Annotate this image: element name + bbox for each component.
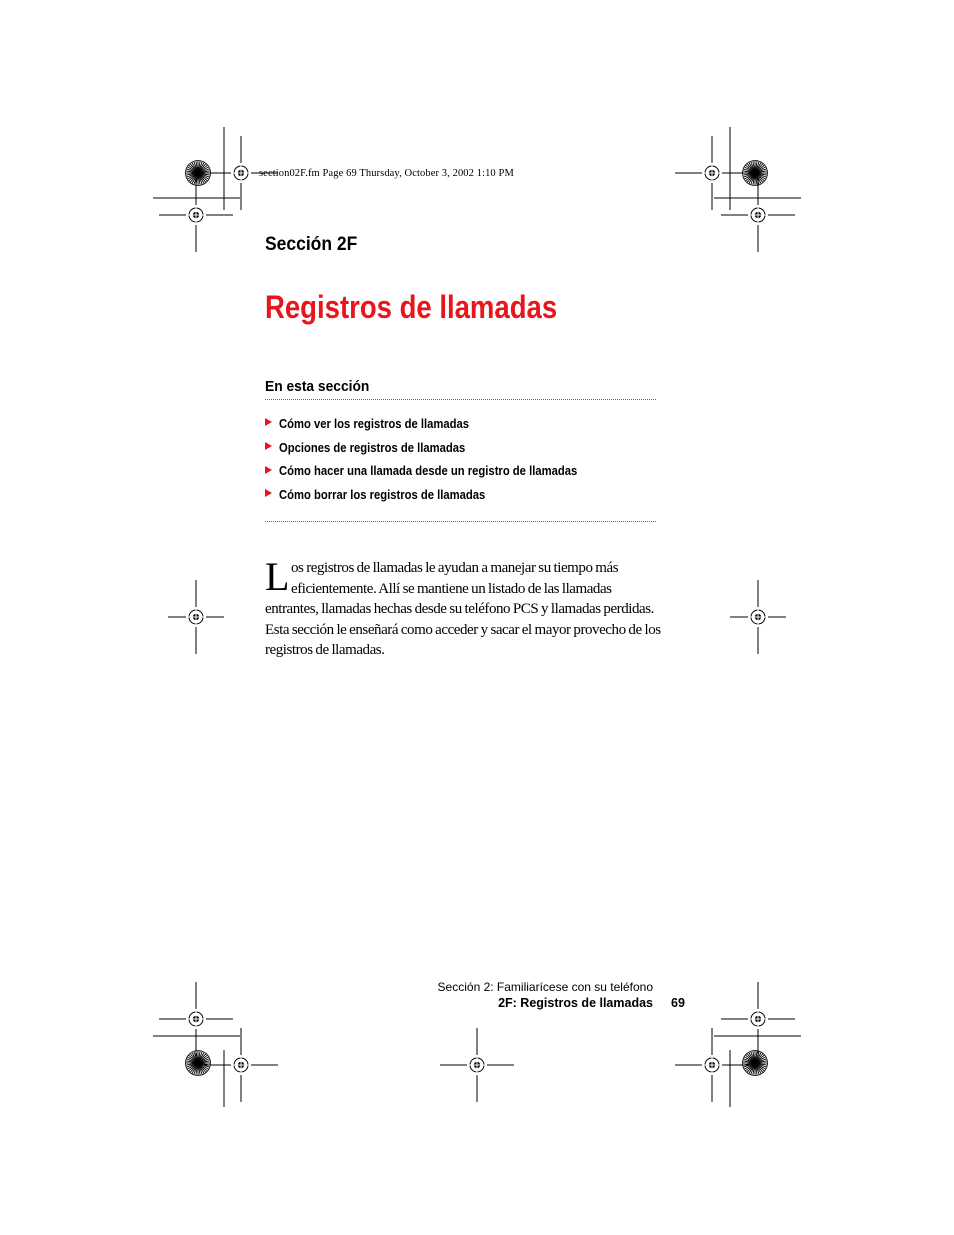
page-number: 69 bbox=[671, 996, 685, 1010]
toc-item[interactable] bbox=[265, 436, 610, 460]
toc-list bbox=[265, 412, 610, 507]
crosshair-circle-icon bbox=[748, 607, 768, 627]
triangle-right-icon bbox=[265, 466, 272, 474]
intro-text: os registros de llamadas le ayudan a manejar su tiempo más eficientemente. Allí se mantiene un listado de las llamadas entrantes, llamadas hechas desde su teléfono PCS y llamadas perdidas. Esta sección le enseñará como acceder y sacar el mayor provecho de los registros de llamadas. bbox=[265, 560, 661, 658]
toc-item[interactable] bbox=[265, 412, 610, 436]
toc-divider-top bbox=[265, 399, 656, 400]
toc-divider-bottom bbox=[265, 521, 656, 522]
crosshair-circle-icon bbox=[231, 163, 251, 183]
drop-cap: L bbox=[265, 554, 289, 599]
crosshair-circle-icon bbox=[467, 1055, 487, 1075]
toc-item-label: Cómo borrar los registros de llamadas bbox=[279, 487, 486, 502]
crosshair-circle-icon bbox=[186, 607, 206, 627]
starburst-icon bbox=[186, 1051, 211, 1076]
file-slug: section02F.fm Page 69 Thursday, October 3, 2002 1:10 PM bbox=[259, 168, 514, 179]
crosshair-circle-icon bbox=[702, 1055, 722, 1075]
crosshair-circle-icon bbox=[702, 163, 722, 183]
toc-item[interactable] bbox=[265, 459, 610, 483]
starburst-icon bbox=[743, 1051, 768, 1076]
toc-item-label: Cómo ver los registros de llamadas bbox=[279, 416, 470, 431]
footer-chapter: 2F: Registros de llamadas bbox=[498, 996, 653, 1010]
toc-item-label: Cómo hacer una llamada desde un registro de llamadas bbox=[279, 464, 578, 479]
triangle-right-icon bbox=[265, 489, 272, 497]
toc-item-label: Opciones de registros de llamadas bbox=[279, 440, 466, 455]
crosshair-circle-icon bbox=[748, 1009, 768, 1029]
triangle-right-icon bbox=[265, 442, 272, 450]
crosshair-circle-icon bbox=[748, 205, 768, 225]
crosshair-circle-icon bbox=[186, 1009, 206, 1029]
section-label: Sección 2F bbox=[265, 234, 358, 255]
page-title: Registros de llamadas bbox=[265, 289, 558, 325]
toc-item[interactable] bbox=[265, 483, 610, 507]
toc-heading: En esta sección bbox=[265, 378, 370, 395]
footer-section: Sección 2: Familiarícese con su teléfono bbox=[437, 980, 653, 994]
intro-paragraph bbox=[265, 554, 665, 661]
triangle-right-icon bbox=[265, 418, 272, 426]
crosshair-circle-icon bbox=[231, 1055, 251, 1075]
crosshair-circle-icon bbox=[186, 205, 206, 225]
